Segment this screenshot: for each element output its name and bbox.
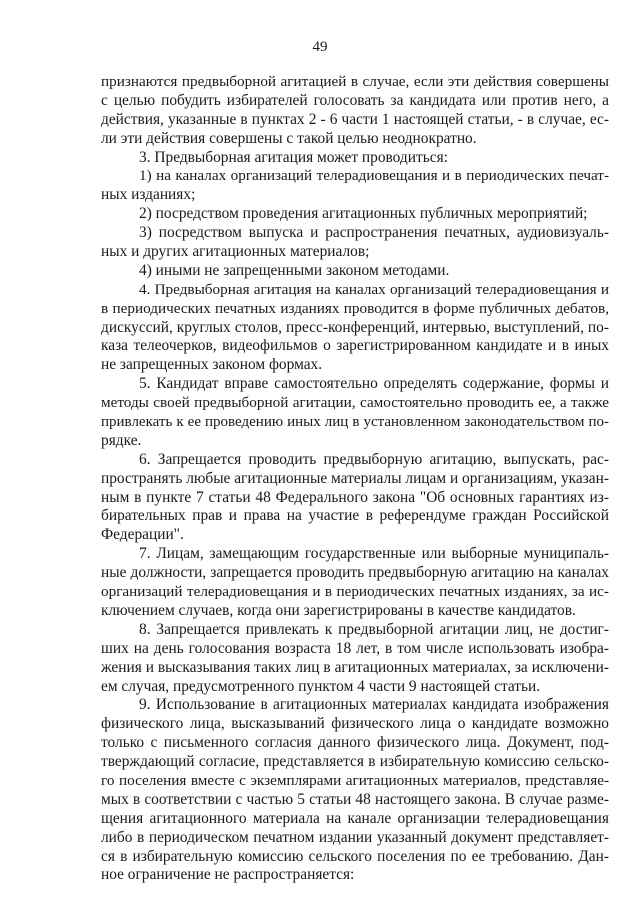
- text-line: мых в соответствии с частью 5 статьи 48 настоящего закона. В случае разме-: [101, 790, 609, 808]
- text-line: 6. Запрещается проводить предвыборную агитацию, выпускать, рас-: [139, 450, 609, 468]
- text-line: ем случая, предусмотренного пунктом 4 части 9 настоящей статьи.: [101, 677, 541, 695]
- text-line: привлекать к ее проведению иных лиц в установленном законодательством по-: [101, 414, 609, 431]
- text-line: 7. Лицам, замещающим государственные или выборные муниципаль-: [139, 545, 609, 563]
- text-line: не запрещенных законом формах.: [101, 356, 323, 374]
- text-line: физического лица, высказываний физического лица о кандидате возможно: [101, 715, 609, 733]
- text-line: жения и высказывания таких лиц в агитационных материалах, за исключени-: [101, 658, 609, 676]
- text-line: ных изданиях;: [101, 186, 196, 204]
- text-line: признаются предвыборной агитацией в случае, если эти действия совершены: [101, 73, 609, 90]
- text-line: каза телеочерков, видеофильмов о зарегистрированном кандидате и в иных: [101, 337, 609, 355]
- text-line: 1) на каналах организаций телерадиовещания и в периодических печат-: [139, 167, 609, 185]
- text-line: 3. Предвыборная агитация может проводиться:: [139, 148, 448, 166]
- text-line: ным в пункте 7 статьи 48 Федерального закона "Об основных гарантиях из-: [101, 488, 609, 506]
- text-line: ся в избирательную комиссию сельского поселения по ее требованию. Дан-: [101, 847, 609, 865]
- text-line: тверждающий согласие, представляется в избирательную комиссию сельско-: [101, 753, 609, 771]
- text-line: ных и других агитационных материалов;: [101, 243, 370, 261]
- text-line: щения агитационного материала на канале организации телерадиовещания: [101, 809, 609, 827]
- text-line: ные должности, запрещается проводить предвыборную агитацию на каналах: [101, 564, 609, 582]
- text-line: организаций телерадиовещания и в периодических печатных изданиях, за ис-: [101, 583, 609, 601]
- text-line: 9. Использование в агитационных материалах кандидата изображения: [139, 696, 609, 714]
- text-line: ключением случаев, когда они зарегистрированы в качестве кандидатов.: [101, 601, 576, 619]
- text-line: пространять любые агитационные материалы лицам и организациям, указан-: [101, 469, 609, 487]
- text-line: ное ограничение не распространяется:: [101, 866, 355, 884]
- text-line: 8. Запрещается привлекать к предвыборной агитации лиц, не достиг-: [139, 620, 609, 638]
- text-line: с целью побудить избирателей голосовать за кандидата или против него, а: [101, 91, 609, 109]
- text-line: го поселения вместе с экземплярами агитационных материалов, представляе-: [101, 771, 609, 789]
- text-line: только с письменного согласия данного физического лица. Документ, под-: [101, 734, 609, 752]
- text-line: действия, указанные в пунктах 2 - 6 части 1 настоящей статьи, - в случае, ес-: [101, 110, 609, 128]
- text-line: ли эти действия совершены с такой целью неоднократно.: [101, 129, 477, 147]
- page-number: 49: [312, 39, 328, 55]
- text-line: либо в периодическом печатном издании указанный документ представляет-: [101, 828, 609, 846]
- text-line: дискуссий, круглых столов, пресс-конференций, интервью, выступлений, по-: [101, 318, 609, 336]
- text-line: ших на день голосования возраста 18 лет, в том числе использовать изобра-: [101, 639, 609, 657]
- text-line: 5. Кандидат вправе самостоятельно определять содержание, формы и: [139, 375, 609, 393]
- text-line: 3) посредством выпуска и распространения печатных, аудиовизуаль-: [139, 224, 609, 242]
- text-line: 4) иными не запрещенными законом методами.: [139, 261, 450, 279]
- document-body: [101, 73, 609, 885]
- text-line: рядке.: [101, 431, 142, 449]
- text-line: в периодических печатных изданиях проводится в форме публичных дебатов,: [101, 299, 609, 317]
- text-line: 4. Предвыборная агитация на каналах организаций телерадиовещания и: [139, 280, 609, 298]
- text-line: Федерации".: [101, 526, 184, 544]
- text-line: 2) посредством проведения агитационных публичных мероприятий;: [139, 205, 588, 223]
- text-line: методы своей предвыборной агитации, самостоятельно проводить ее, а также: [101, 394, 609, 412]
- text-line: бирательных прав и права на участие в референдуме граждан Российской: [101, 507, 609, 525]
